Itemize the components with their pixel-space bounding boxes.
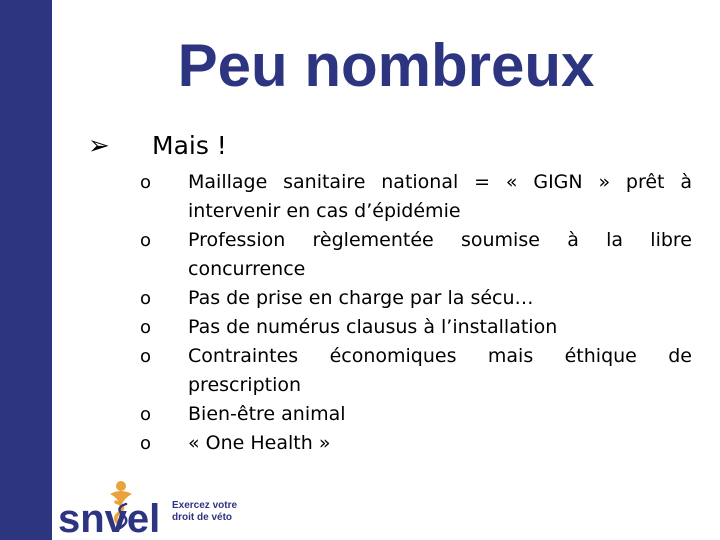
list-item-text: « One Health » bbox=[188, 432, 331, 454]
logo-wordmark: snvel bbox=[58, 497, 161, 540]
list-item-text: Contraintes économiques mais éthique de prescription bbox=[188, 345, 692, 396]
logo-tagline bbox=[172, 500, 237, 524]
circle-bullet-icon: o bbox=[140, 433, 152, 454]
list-item-text: Pas de prise en charge par la sécu… bbox=[188, 287, 534, 309]
snvel-logo-mark bbox=[58, 476, 170, 540]
list-item-text: Pas de numérus clausus à l’installation bbox=[188, 316, 558, 338]
side-bar bbox=[0, 0, 52, 540]
main-bullet bbox=[88, 128, 227, 164]
circle-bullet-icon: o bbox=[140, 317, 152, 338]
circle-bullet-icon: o bbox=[140, 288, 152, 309]
slide-title: Peu nombreux bbox=[177, 32, 595, 99]
circle-bullet-icon: o bbox=[140, 172, 152, 193]
sub-bullet-list bbox=[140, 168, 692, 458]
list-item bbox=[140, 226, 692, 284]
list-item bbox=[140, 400, 692, 429]
circle-bullet-icon: o bbox=[140, 230, 152, 251]
list-item bbox=[140, 168, 692, 226]
logo-tagline-line1: Exercez votre bbox=[172, 500, 238, 511]
list-item bbox=[140, 284, 692, 313]
list-item bbox=[140, 342, 692, 400]
list-item-text: Profession règlementée soumise à la libre concurrence bbox=[188, 229, 692, 280]
logo-tagline-line2: droit de véto bbox=[172, 512, 233, 523]
circle-bullet-icon: o bbox=[140, 404, 152, 425]
list-item bbox=[140, 429, 692, 458]
list-item bbox=[140, 313, 692, 342]
list-item-text: Bien-être animal bbox=[188, 403, 346, 425]
snvel-logo bbox=[58, 476, 298, 540]
list-item-text: Maillage sanitaire national = « GIGN » prêt à intervenir en cas d’épidémie bbox=[188, 171, 692, 222]
circle-bullet-icon: o bbox=[140, 346, 152, 367]
arrow-bullet-icon: ➢ bbox=[88, 131, 110, 161]
main-bullet-label: Mais ! bbox=[152, 131, 227, 160]
